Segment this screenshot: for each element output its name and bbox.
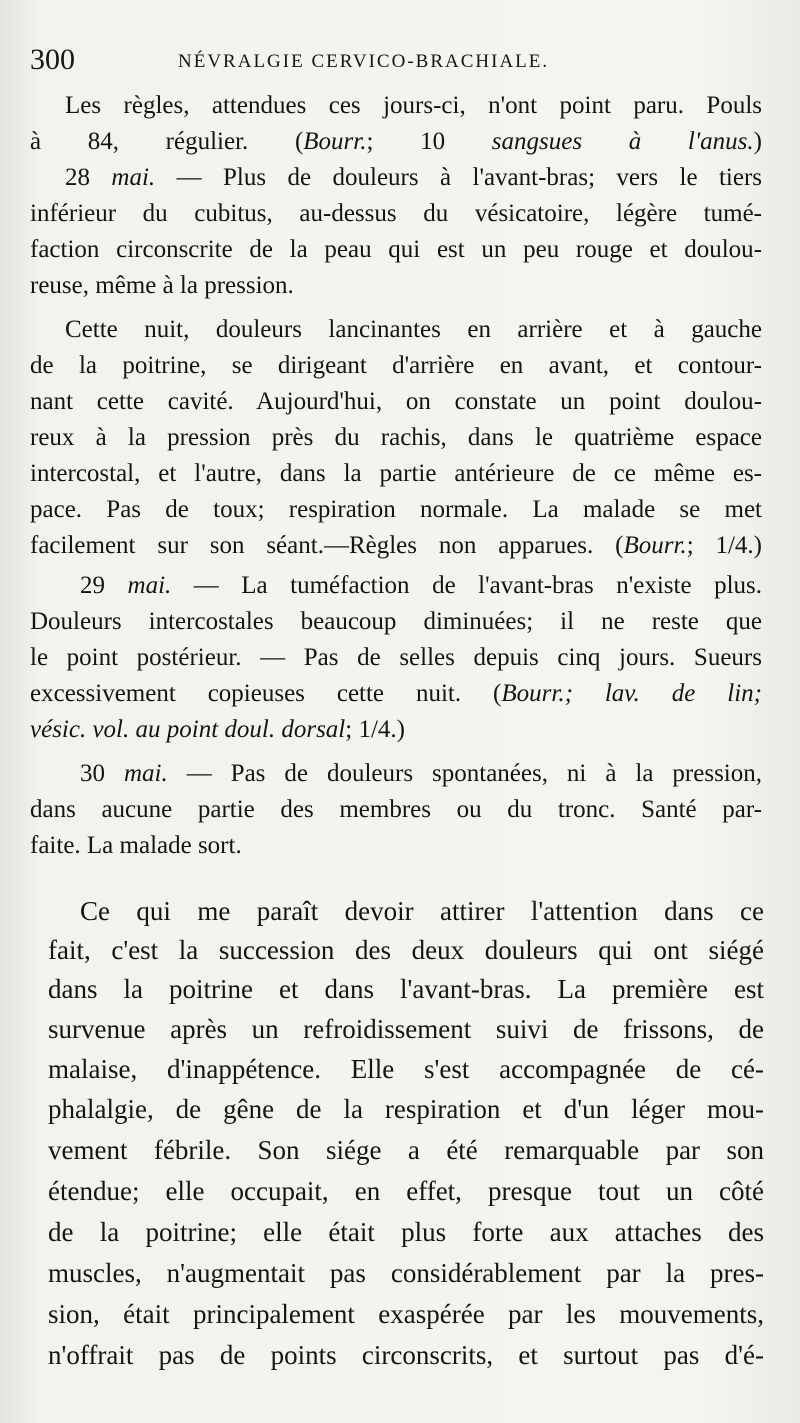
text-line	[30, 640, 762, 676]
text-line	[30, 828, 762, 864]
text-segment: excessivement copieuses cette nuit. (	[30, 680, 502, 707]
italic-segment: Bourr.	[623, 532, 687, 559]
text-line	[48, 1336, 764, 1374]
text-line	[65, 312, 762, 348]
text-segment: ; 10	[366, 128, 492, 155]
text-line	[30, 124, 762, 160]
text-line	[48, 931, 764, 969]
running-head: NÉVRALGIE CERVICO-BRACHIALE.	[178, 51, 550, 72]
text-line	[30, 676, 762, 712]
text-segment: sion, était principalement exaspérée par les mouvements,	[48, 1299, 764, 1329]
text-line	[80, 756, 762, 792]
text-line	[80, 568, 762, 604]
text-segment: inférieur du cubitus, au-dessus du vésicatoire, légère tumé-	[30, 200, 762, 227]
text-segment: de la poitrine, se dirigeant d'arrière en avant, et contour-	[30, 352, 762, 379]
text-segment: faction circonscrite de la peau qui est un peu rouge et doulou-	[30, 236, 762, 263]
text-segment: — Plus de douleurs à l'avant-bras; vers le tiers	[155, 164, 762, 191]
text-segment: 30	[80, 760, 124, 787]
text-line	[30, 492, 762, 528]
text-line	[48, 1050, 764, 1088]
page-number: 300	[30, 43, 75, 76]
italic-segment: Bourr.	[303, 128, 367, 155]
text-segment: ; 1/4.)	[345, 716, 405, 743]
text-line	[65, 160, 762, 196]
page-header	[30, 42, 770, 82]
text-segment: ; 1/4.)	[686, 532, 763, 559]
text-segment: étendue; elle occupait, en effet, presque tout un côté	[48, 1176, 764, 1206]
text-segment: survenue après un refroidissement suivi de frissons, de	[48, 1014, 764, 1044]
text-segment: n'offrait pas de points circonscrits, et surtout pas d'é-	[48, 1340, 764, 1370]
text-line	[30, 528, 762, 564]
text-segment: Cette nuit, douleurs lancinantes en arrière et à gauche	[65, 316, 762, 343]
text-line	[48, 1254, 764, 1292]
text-line	[48, 1172, 764, 1210]
text-segment: 28	[65, 164, 112, 191]
text-segment: pace. Pas de toux; respiration normale. La malade se met	[30, 496, 762, 523]
text-segment: malaise, d'inappétence. Elle s'est accompagnée de cé-	[48, 1054, 764, 1084]
text-line	[30, 420, 762, 456]
text-segment: reux à la pression près du rachis, dans le quatrième espace	[30, 424, 762, 451]
text-line	[30, 232, 762, 268]
italic-segment: vésic. vol. au point doul. dorsal	[30, 716, 346, 743]
text-segment: 29	[80, 572, 128, 599]
text-line	[30, 456, 762, 492]
text-segment: dans aucune partie des membres ou du tronc. Santé par-	[30, 796, 762, 823]
italic-segment: mai.	[111, 164, 156, 191]
italic-segment: mai.	[127, 572, 172, 599]
text-line	[65, 88, 762, 124]
text-segment: muscles, n'augmentait pas considérablement par la pres-	[48, 1258, 764, 1288]
text-segment: intercostal, et l'autre, dans la partie antérieure de ce même es-	[30, 460, 762, 487]
text-line	[30, 268, 762, 304]
text-segment: — La tuméfaction de l'avant-bras n'existe plus.	[171, 572, 763, 599]
text-segment: nant cette cavité. Aujourd'hui, on constate un point doulou-	[30, 388, 762, 415]
text-segment: reuse, même à la pression.	[30, 272, 294, 299]
text-line	[30, 712, 762, 748]
italic-segment: sangsues à l'anus.	[491, 128, 754, 155]
text-segment: Les règles, attendues ces jours-ci, n'ont point paru. Pouls	[65, 92, 762, 119]
text-line	[30, 196, 762, 232]
text-segment: à 84, régulier. (	[30, 128, 304, 155]
text-line	[30, 792, 762, 828]
text-segment: Ce qui me paraît devoir attirer l'attention dans ce	[80, 896, 764, 926]
text-segment: facilement sur son séant.—Règles non apparues. (	[30, 532, 624, 559]
text-line	[48, 970, 764, 1008]
text-segment: faite. La malade sort.	[30, 832, 242, 859]
text-line	[30, 604, 762, 640]
text-line	[30, 384, 762, 420]
text-segment: fait, c'est la succession des deux douleurs qui ont siégé	[48, 935, 764, 965]
italic-segment: Bourr.; lav. de lin;	[501, 680, 762, 707]
italic-segment: mai.	[123, 760, 168, 787]
text-segment: )	[753, 128, 762, 155]
text-line	[48, 1295, 764, 1333]
text-segment: dans la poitrine et dans l'avant-bras. La première est	[48, 974, 764, 1004]
text-line	[48, 1010, 764, 1048]
text-line	[80, 892, 764, 930]
text-segment: — Pas de douleurs spontanées, ni à la pression,	[167, 760, 763, 787]
text-segment: phalalgie, de gêne de la respiration et d'un léger mou-	[48, 1094, 764, 1124]
text-line	[48, 1131, 764, 1169]
text-segment: vement fébrile. Son siége a été remarquable par son	[48, 1135, 764, 1165]
text-line	[48, 1090, 764, 1128]
text-segment: Douleurs intercostales beaucoup diminuées; il ne reste que	[30, 608, 762, 635]
text-segment: de la poitrine; elle était plus forte aux attaches des	[48, 1217, 764, 1247]
text-line	[48, 1213, 764, 1251]
text-segment: le point postérieur. — Pas de selles depuis cinq jours. Sueurs	[30, 644, 762, 671]
text-line	[30, 348, 762, 384]
